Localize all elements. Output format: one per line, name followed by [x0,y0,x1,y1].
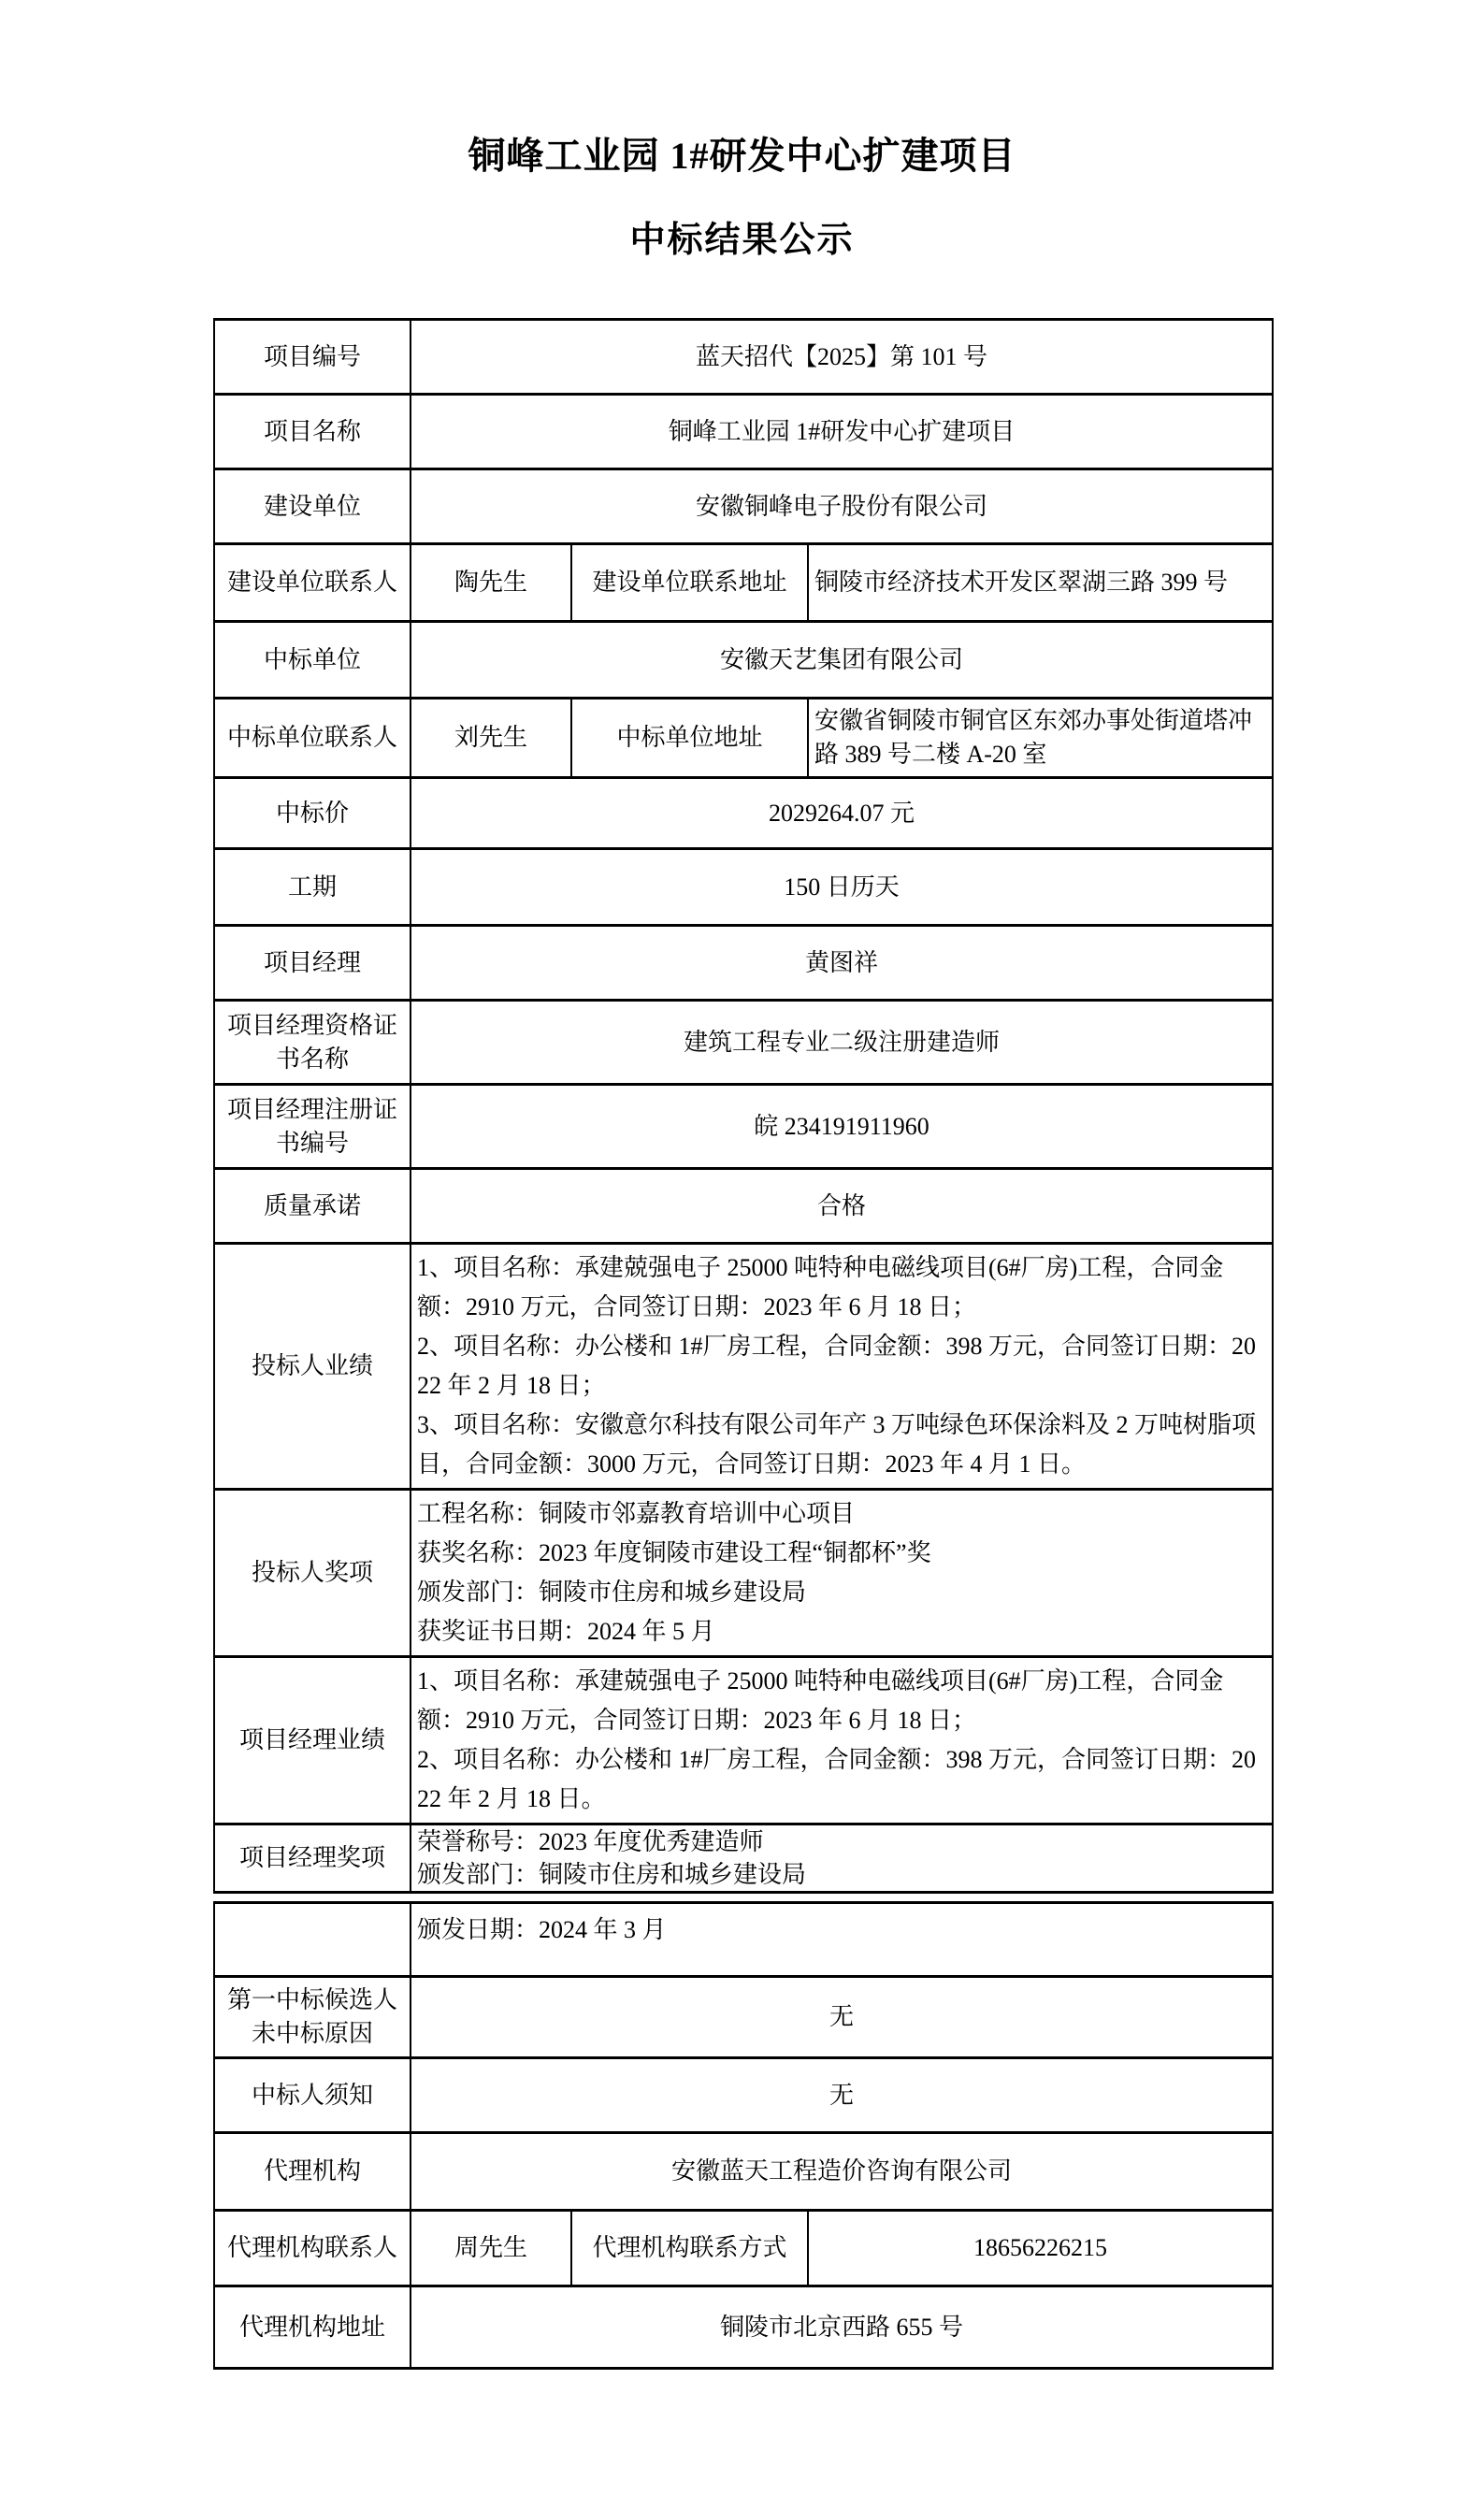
label-cell: 中标价 [214,778,411,849]
value-cell: 无 [411,2058,1273,2133]
paragraph: 获奖名称：2023 年度铜陵市建设工程“铜都杯”奖 [417,1539,931,1566]
table-row [214,2133,1273,2211]
label-cell: 中标人须知 [214,2058,411,2133]
table-row [214,1490,1273,1657]
label-cell: 项目编号 [214,320,411,395]
paragraph: 1、项目名称：承建兢强电子 25000 吨特种电磁线项目(6#厂房)工程，合同金额：2910 万元，合同签订日期：2023 年 6 月 18 日； [417,1667,1224,1734]
label-cell: 项目经理资格证书名称 [214,1001,411,1085]
label-cell: 代理机构联系方式 [571,2211,808,2286]
value-cell [411,1244,1273,1490]
table-row [214,320,1273,395]
value-cell: 铜陵市北京西路 655 号 [411,2286,1273,2369]
label-cell [214,1903,411,1977]
table-row [214,926,1273,1001]
table-row [214,849,1273,926]
label-cell: 项目经理业绩 [214,1657,411,1824]
document-title: 铜峰工业园 1#研发中心扩建项目 [468,135,1016,177]
value-cell: 无 [411,1977,1273,2058]
label-cell: 投标人业绩 [214,1244,411,1490]
label-cell: 工期 [214,849,411,926]
table-row [214,778,1273,849]
paragraph: 颁发部门：铜陵市住房和城乡建设局 [417,1579,807,1606]
table-row [214,1657,1273,1824]
value-cell: 2029264.07 元 [411,778,1273,849]
paragraph: 荣誉称号：2023 年度优秀建造师 [417,1828,764,1855]
table-row [214,469,1273,544]
value-cell: 刘先生 [411,699,571,778]
value-cell: 安徽蓝天工程造价咨询有限公司 [411,2133,1273,2211]
value-cell: 颁发日期：2024 年 3 月 [411,1903,1273,1977]
table-row [214,2211,1273,2286]
table-row [214,395,1273,469]
value-cell: 铜陵市经济技术开发区翠湖三路 399 号 [808,544,1273,622]
label-cell: 建设单位联系地址 [571,544,808,622]
value-cell: 18656226215 [808,2211,1273,2286]
paragraph: 2、项目名称：办公楼和 1#厂房工程，合同金额：398 万元，合同签订日期：2022 年 2 月 18 日。 [417,1746,1257,1812]
value-cell: 安徽铜峰电子股份有限公司 [411,469,1273,544]
value-cell: 皖 234191911960 [411,1085,1273,1169]
table-row [214,2286,1273,2369]
paragraph: 获奖证书日期：2024 年 5 月 [417,1618,715,1645]
label-cell: 代理机构联系人 [214,2211,411,2286]
value-cell: 合格 [411,1169,1273,1244]
label-cell: 代理机构 [214,2133,411,2211]
value-cell [411,1824,1273,1893]
label-cell: 项目经理奖项 [214,1824,411,1893]
value-cell: 建筑工程专业二级注册建造师 [411,1001,1273,1085]
value-cell: 安徽省铜陵市铜官区东郊办事处街道塔冲路 389 号二楼 A-20 室 [808,699,1273,778]
label-cell: 中标单位联系人 [214,699,411,778]
paragraph: 颁发部门：铜陵市住房和城乡建设局 [417,1861,807,1888]
label-cell: 投标人奖项 [214,1490,411,1657]
value-cell: 黄图祥 [411,926,1273,1001]
table-row [214,1169,1273,1244]
table-continued [213,1901,1274,2370]
table-row [214,1977,1273,2058]
table-row [214,1903,1273,1977]
label-cell: 中标单位地址 [571,699,808,778]
value-cell: 蓝天招代【2025】第 101 号 [411,320,1273,395]
bid-result-table-continued [213,1901,1272,2370]
value-cell: 陶先生 [411,544,571,622]
label-cell: 中标单位 [214,622,411,699]
label-cell: 第一中标候选人未中标原因 [214,1977,411,2058]
table-row [214,2058,1273,2133]
value-cell [411,1657,1273,1824]
label-cell: 质量承诺 [214,1169,411,1244]
paragraph: 1、项目名称：承建兢强电子 25000 吨特种电磁线项目(6#厂房)工程，合同金额：2910 万元，合同签订日期：2023 年 6 月 18 日； [417,1254,1224,1320]
table-row [214,1824,1273,1893]
value-cell: 150 日历天 [411,849,1273,926]
bid-result-table-main [213,318,1272,1894]
table-row [214,1085,1273,1169]
table-row [214,1001,1273,1085]
value-cell: 安徽天艺集团有限公司 [411,622,1273,699]
table-row [214,699,1273,778]
table-row [214,544,1273,622]
value-cell: 铜峰工业园 1#研发中心扩建项目 [411,395,1273,469]
table-main [213,318,1274,1894]
label-cell: 建设单位联系人 [214,544,411,622]
document-subtitle: 中标结果公示 [629,221,855,260]
label-cell: 项目名称 [214,395,411,469]
table-row [214,1244,1273,1490]
value-cell: 周先生 [411,2211,571,2286]
paragraph: 工程名称：铜陵市邻嘉教育培训中心项目 [417,1500,856,1527]
paragraph: 2、项目名称：办公楼和 1#厂房工程，合同金额：398 万元，合同签订日期：2022 年 2 月 18 日； [417,1333,1257,1399]
label-cell: 代理机构地址 [214,2286,411,2369]
paragraph: 3、项目名称：安徽意尔科技有限公司年产 3 万吨绿色环保涂料及 2 万吨树脂项目，合同金额：3000 万元，合同签订日期：2023 年 4 月 1 日。 [417,1411,1257,1478]
label-cell: 项目经理 [214,926,411,1001]
label-cell: 建设单位 [214,469,411,544]
value-cell [411,1490,1273,1657]
table-row [214,622,1273,699]
label-cell: 项目经理注册证书编号 [214,1085,411,1169]
